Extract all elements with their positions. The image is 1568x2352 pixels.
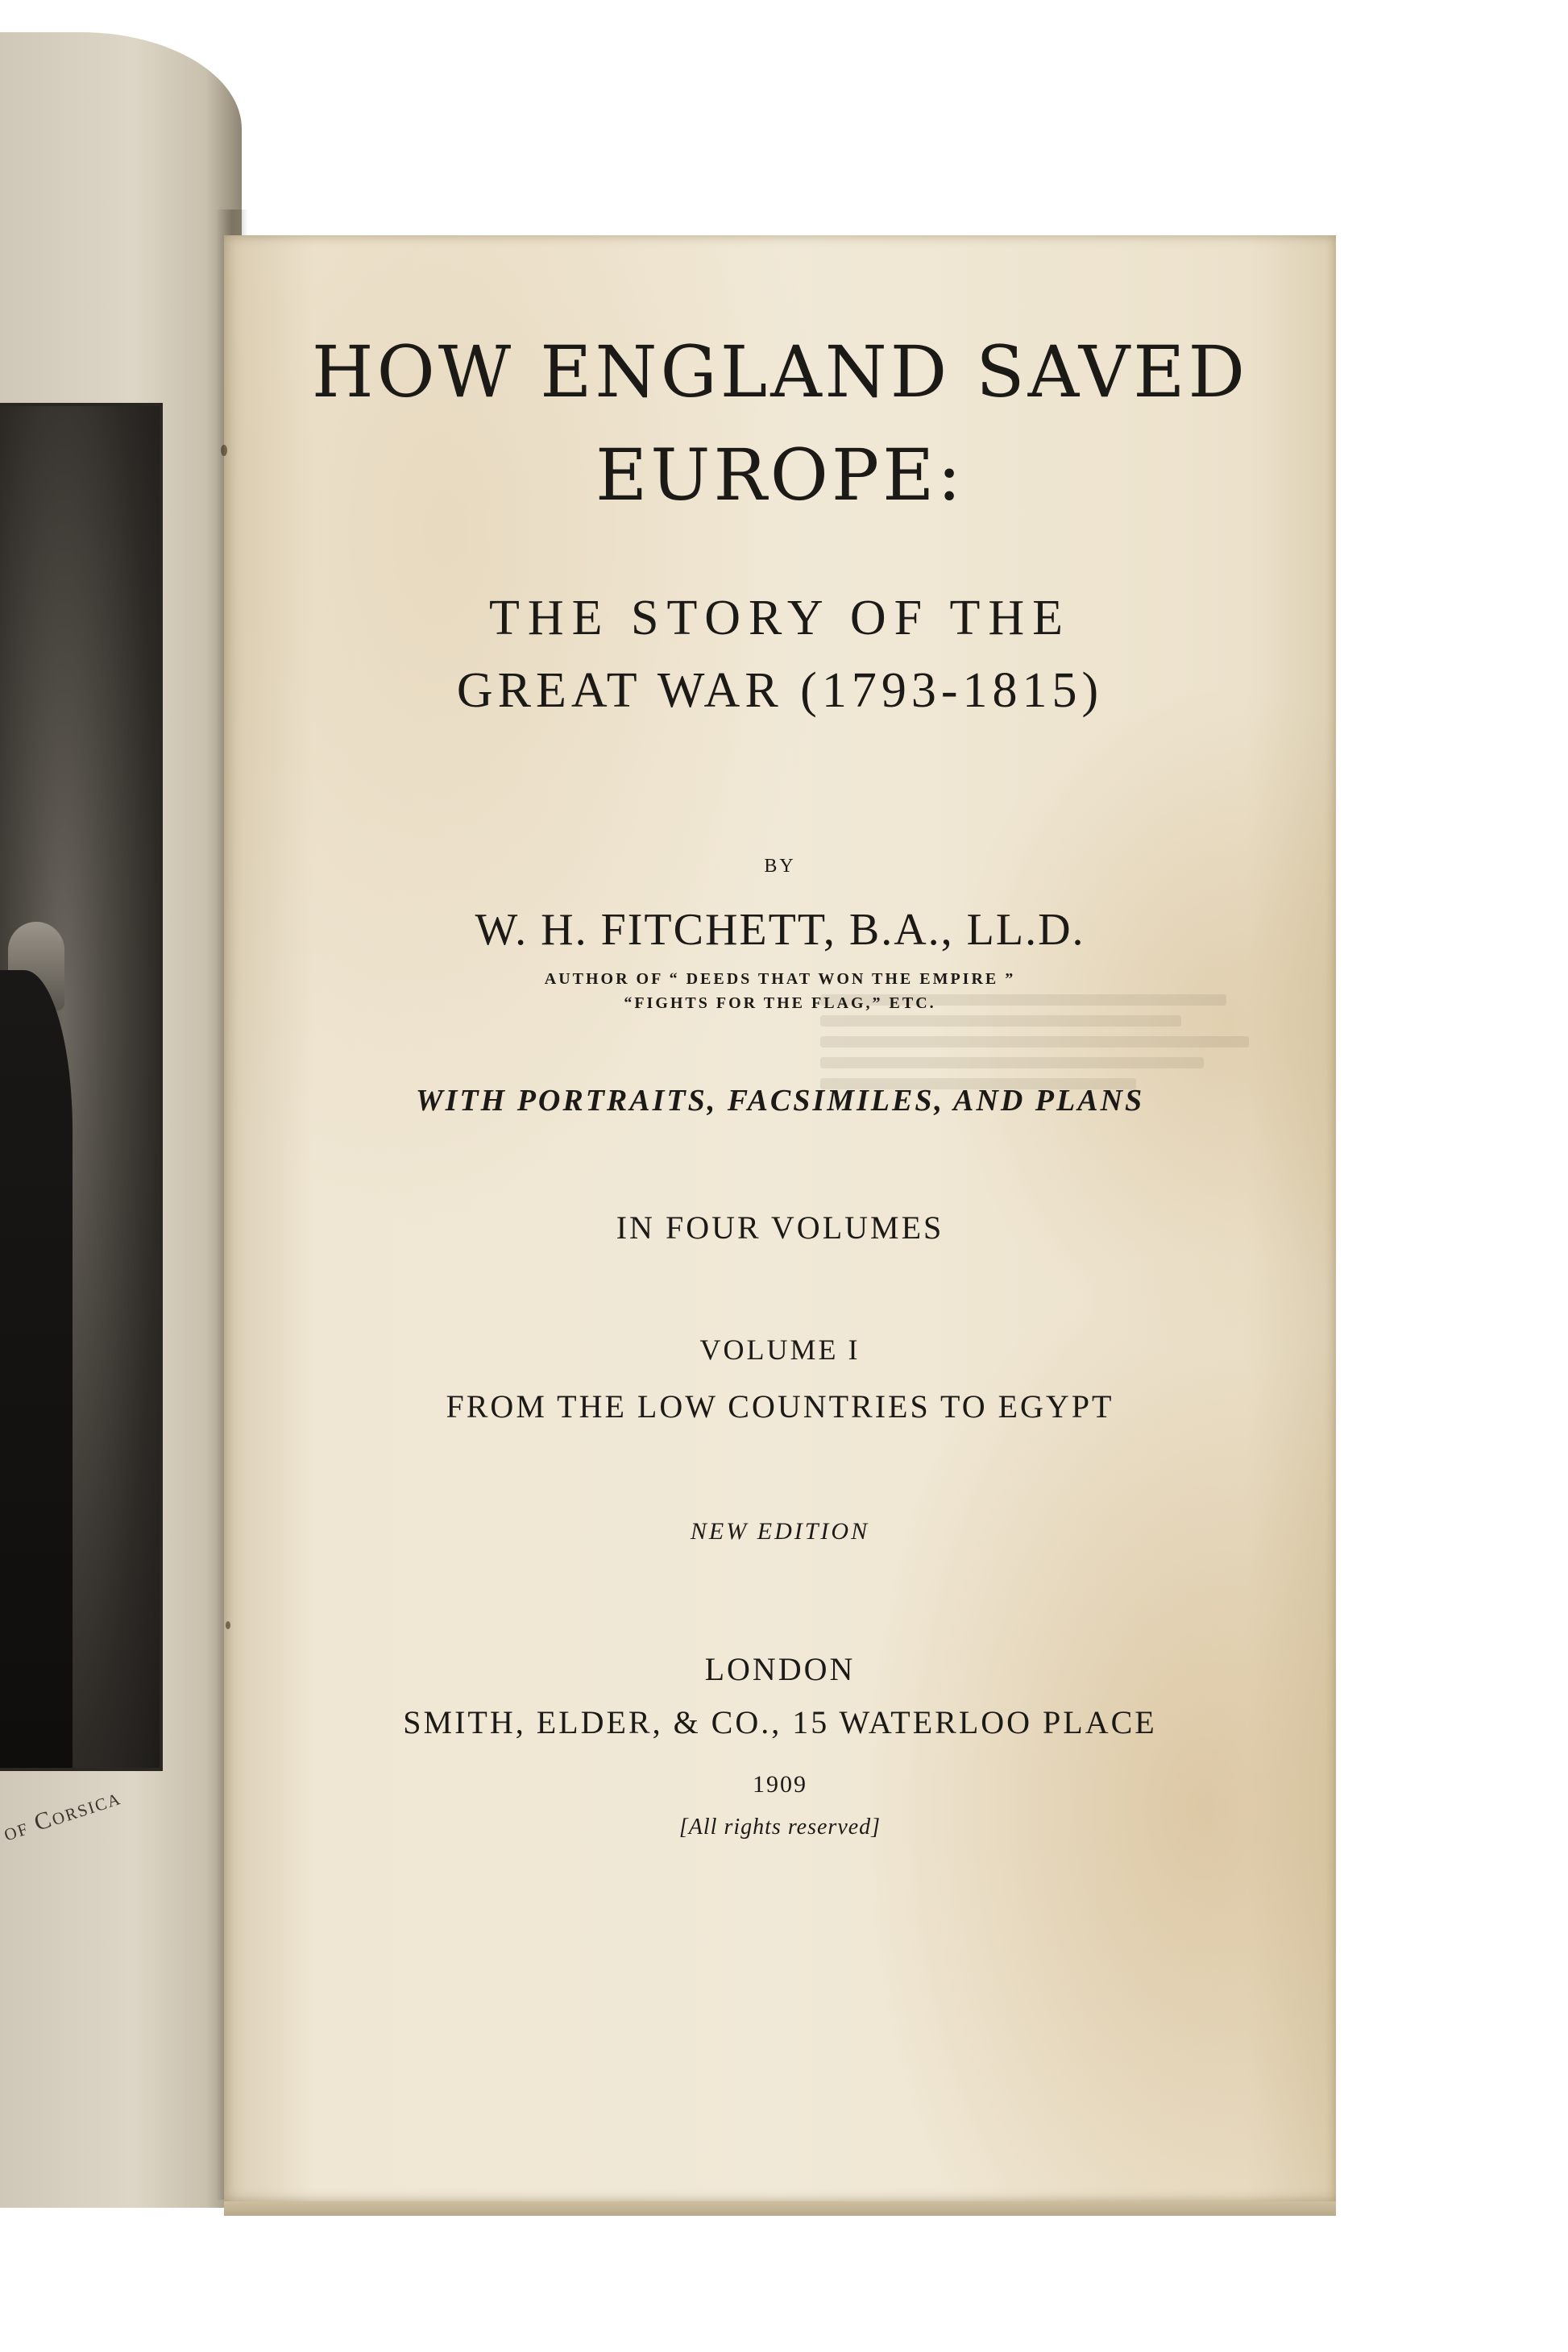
portrait-caption: of Corsica [0,1783,125,1847]
by-label: BY [764,856,796,877]
portrait-figure [0,970,73,1768]
foxing-spot [226,1621,230,1629]
other-works-line-1: AUTHOR OF “ DEEDS THAT WON THE EMPIRE ” [544,970,1016,988]
subtitle-line-2: GREAT WAR (1793-1815) [456,663,1104,718]
title-line-2: EUROPE: [595,433,964,516]
other-works-line-2: “FIGHTS FOR THE FLAG,” ETC. [624,994,936,1012]
volume-title: FROM THE LOW COUNTRIES TO EGYPT [446,1388,1114,1425]
edition-note: NEW EDITION [690,1518,870,1545]
author-name: W. H. FITCHETT, B.A., LL.D. [475,905,1085,955]
facing-page [0,32,242,2208]
frontispiece-portrait [0,403,163,1771]
title-line-1: HOW ENGLAND SAVED [311,330,1249,413]
illustrations-note: WITH PORTRAITS, FACSIMILES, AND PLANS [415,1084,1145,1118]
publication-year: 1909 [753,1771,807,1798]
volume-number: VOLUME I [699,1334,861,1366]
publisher-city: LONDON [704,1651,856,1687]
title-page [224,235,1336,2201]
rights-note: [All rights reserved] [678,1815,881,1840]
publisher-name: SMITH, ELDER, & CO., 15 WATERLOO PLACE [403,1704,1157,1740]
volumes-note: IN FOUR VOLUMES [616,1209,944,1246]
subtitle-line-1: THE STORY OF THE [488,591,1072,645]
page-edges [224,2201,1336,2216]
